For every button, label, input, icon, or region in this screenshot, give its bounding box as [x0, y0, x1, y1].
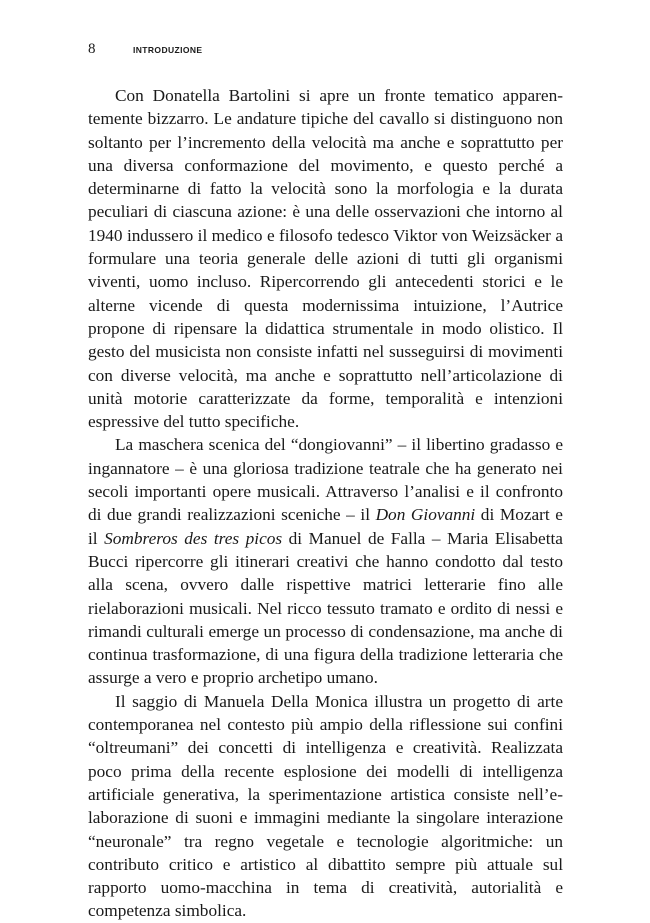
paragraph-1	[88, 84, 563, 433]
section-title: INTRODUZIONE	[133, 45, 203, 55]
body-text	[88, 84, 563, 923]
italic-title-sombreros: Sombreros des tres picos	[104, 528, 283, 548]
paragraph-text: Il saggio di Manuela Della Monica illustra un progetto di arte contemporanea nel contesto più ampio della riflessione sui confini “oltreumani” dei concetti di intelligenza e creatività. Realizzata poco prima della recente esplosione dei modelli di intelligenza artificiale generativa, la sperimentazione artistica consiste nell’elaborazione di suoni e immagini mediante la singolare interazione “neuronale” tra regno vegetale e tecnologie algoritmiche: un contributo critico e artistico al dibattito sempre più attuale sul rapporto uomo-macchina in tema di creatività, autorialità e competenza simbolica.	[88, 691, 563, 921]
running-head	[88, 41, 203, 57]
paragraph-3	[88, 690, 563, 923]
paragraph-text: di Mozart e il	[88, 505, 563, 548]
paragraph-text: La maschera scenica del “dongiovanni” – il libertino gradasso e ingannatore – è una gloriosa tradizione teatrale che ha generato nei secoli importanti opere musicali. Attraverso l’analisi e il confronto di due grandi realizzazioni sceniche – il	[88, 435, 563, 525]
paragraph-text: di Manuel de Falla – Maria Elisabetta Bucci ripercorre gli itinerari creativi che hanno condotto dal testo alla scena, ovvero dalle rispettive matrici letterarie fino alle rielaborazioni musicali. Nel ricco tessuto tramato e ordito di nessi e rimandi culturali emerge un processo di condensazione, ma anche di continua trasformazione, di una figura della tradizione letteraria che assurge a vero e proprio archetipo umano.	[88, 528, 563, 688]
page-number: 8	[88, 41, 96, 57]
italic-title-don-giovanni: Don Giovanni	[375, 505, 476, 525]
paragraph-text: Con Donatella Bartolini si apre un fronte tematico apparentemente bizzarro. Le andature tipiche del cavallo si distinguono non soltanto per l’incremento della velocità ma anche e soprattutto per una diversa conformazione del movimento, e questo perché a determinarne di fatto la velocità sono la morfologia e la durata peculiari di ciascuna azione: è una delle osservazioni che intorno al 1940 indussero il medico e filosofo tedesco Viktor von Weizsäcker a formulare una teoria generale delle azioni di tutti gli organismi viventi, uomo incluso. Ripercorrendo gli antecedenti storici e le alterne vicende di questa modernissima intuizione, l’Autrice propone di ripensare la didattica strumentale in modo olistico. Il gesto del musicista non consiste infatti nel susseguirsi di movimenti con diverse velocità, ma anche e soprattutto nell’articolazione di unità motorie caratterizzate da forme, temporalità e intenzioni espressive del tutto specifiche.	[88, 86, 563, 432]
paragraph-2	[88, 433, 563, 689]
